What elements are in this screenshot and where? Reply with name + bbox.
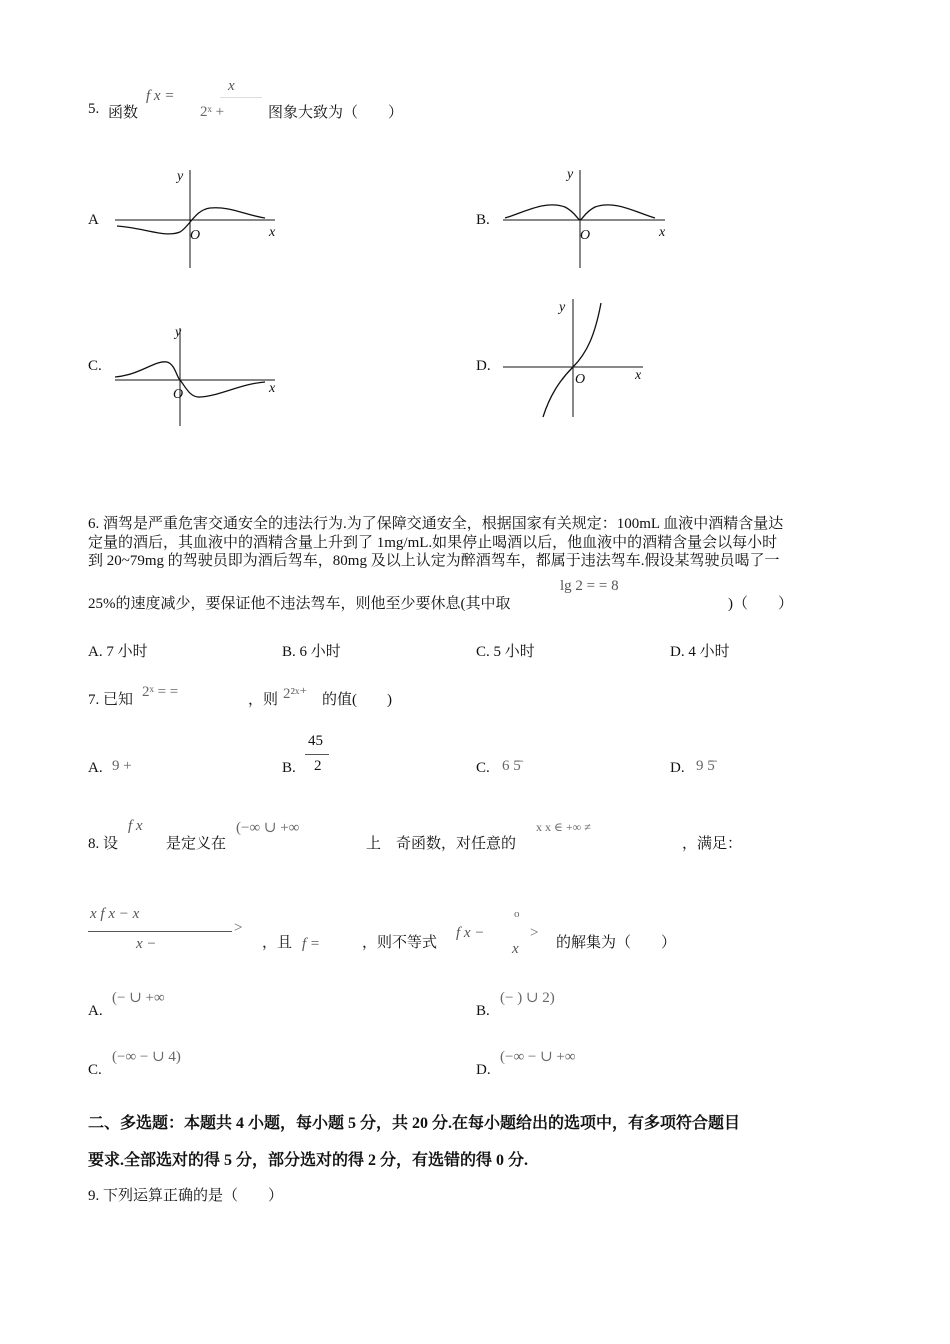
q8-domain: (−∞ ∪ +∞ bbox=[236, 820, 300, 836]
q5-option-c-label: C. bbox=[88, 358, 102, 374]
q6-option-b: B. 6 小时 bbox=[282, 644, 341, 660]
q7-option-a-value: 9 + bbox=[112, 758, 132, 774]
origin-label: O bbox=[575, 372, 586, 387]
q5-option-d-label: D. bbox=[476, 358, 491, 374]
q5-option-b-label: B. bbox=[476, 212, 490, 228]
q8-inequality-numerator: o bbox=[514, 908, 520, 920]
q8-inequality: f x − bbox=[456, 925, 485, 941]
origin-label: O bbox=[173, 387, 184, 402]
q7-formula-2: 2²ˣ⁺ bbox=[283, 686, 308, 702]
q7-text-3: 的值( ) bbox=[322, 692, 392, 708]
x-axis-label: x bbox=[269, 381, 276, 396]
q8-option-a-value: (− ∪ +∞ bbox=[112, 990, 165, 1006]
q8-option-b-label: B. bbox=[476, 1003, 490, 1019]
q8-text-5: ，且 bbox=[262, 935, 293, 951]
y-axis-label: y bbox=[177, 169, 184, 184]
q7-option-a-label: A. bbox=[88, 760, 103, 776]
q8-option-b-value: (− ) ∪ 2) bbox=[500, 990, 555, 1006]
q5-option-a-label: A bbox=[88, 212, 99, 228]
x-axis-label: x bbox=[635, 368, 642, 383]
q9-text: 9. 下列运算正确的是（ ） bbox=[88, 1188, 284, 1204]
q7-option-c-label: C. bbox=[476, 760, 490, 776]
q7-formula-1: 2ˣ = = bbox=[142, 684, 179, 700]
q6-line-4: 25%的速度减少，要保证他不违法驾车，则他至少要休息(其中取 bbox=[88, 596, 511, 612]
q7-option-b-denominator: 2 bbox=[314, 758, 322, 774]
q8-inequality-denominator: x bbox=[512, 941, 519, 957]
q7-text-2: ，则 bbox=[248, 692, 279, 708]
origin-label: O bbox=[190, 228, 201, 243]
q7-option-d-value: 9 5̄ bbox=[696, 758, 715, 774]
q8-text-2: 是定义在 bbox=[166, 836, 227, 852]
q5-number: 5. bbox=[88, 101, 100, 117]
q5-formula-lhs: f x = bbox=[146, 88, 175, 104]
q8-f1: f x bbox=[128, 818, 143, 834]
q8-inequality-gt: > bbox=[530, 925, 539, 941]
q8-frac-numerator: x f x − x bbox=[90, 906, 140, 922]
x-axis-label: x bbox=[269, 225, 276, 240]
q7-option-c-value: 6 5̄ bbox=[502, 758, 521, 774]
q8-text-6: ，则不等式 bbox=[362, 935, 438, 951]
q8-text-7: 的解集为（ ） bbox=[556, 935, 677, 951]
q5-numerator: x bbox=[228, 78, 235, 94]
q6-tail: )（ ） bbox=[728, 596, 793, 612]
q8-condition: x x ∈ +∞ ≠ bbox=[536, 820, 591, 834]
q8-fraction-bar bbox=[88, 931, 232, 932]
section-2-heading-line-2: 要求.全部选对的得 5 分，部分选对的得 2 分，有选错的得 0 分. bbox=[88, 1152, 529, 1169]
q5-fraction-bar bbox=[220, 97, 262, 98]
q6-option-c: C. 5 小时 bbox=[476, 644, 535, 660]
q7-option-b-fraction-bar bbox=[305, 754, 329, 755]
q8-text-1: 8. 设 bbox=[88, 836, 119, 852]
q6-line-1: 6. 酒驾是严重危害交通安全的违法行为.为了保障交通安全，根据国家有关规定：100mL 血液中酒精含量达 bbox=[88, 516, 784, 532]
q8-f2: f = bbox=[302, 936, 321, 952]
q6-line-2: 到 20~79mg 的驾驶员即为酒后驾车，80mg 及以上认定为醉酒驾车，都属于违法驾车.假设某驾驶员喝了一 bbox=[88, 553, 780, 569]
q6-option-a: A. 7 小时 bbox=[88, 644, 148, 660]
y-axis-label: y bbox=[567, 167, 574, 182]
q7-option-b-numerator: 45 bbox=[308, 733, 323, 749]
q6-option-d: D. 4 小时 bbox=[670, 644, 730, 660]
q6-line-3: 定量的酒后，其血液中的酒精含量上升到了 1mg/mL.如果停止喝酒以后，他血液中的酒精含量会以每小时 bbox=[88, 535, 778, 551]
q7-option-d-label: D. bbox=[670, 760, 685, 776]
q5-denominator: 2ˣ + bbox=[200, 104, 225, 120]
q7-option-b-label: B. bbox=[282, 760, 296, 776]
q7-text: 7. 已知 bbox=[88, 692, 134, 708]
q5-graph-c bbox=[105, 320, 295, 430]
section-2-heading-line-1: 二、多选题：本题共 4 小题，每小题 5 分，共 20 分.在每小题给出的选项中，有多项符合题目 bbox=[88, 1115, 741, 1132]
q5-text: 函数 bbox=[108, 105, 139, 121]
q8-gt: > bbox=[234, 920, 243, 936]
q8-option-c-value: (−∞ − ∪ 4) bbox=[112, 1049, 181, 1065]
q8-option-a-label: A. bbox=[88, 1003, 103, 1019]
y-axis-label: y bbox=[175, 325, 182, 340]
q5-text-after: 图象大致为（ ） bbox=[268, 105, 404, 121]
q5-graph-b bbox=[495, 160, 685, 275]
q5-graph-d bbox=[495, 295, 665, 420]
q8-option-d-label: D. bbox=[476, 1062, 491, 1078]
q6-formula: lg 2 = = 8 bbox=[560, 578, 619, 594]
q8-option-c-label: C. bbox=[88, 1062, 102, 1078]
q8-text-4: ，满足： bbox=[682, 836, 743, 852]
q8-option-d-value: (−∞ − ∪ +∞ bbox=[500, 1049, 576, 1065]
x-axis-label: x bbox=[659, 225, 666, 240]
q5-graph-a bbox=[105, 160, 295, 275]
y-axis-label: y bbox=[559, 300, 566, 315]
q8-frac-denominator: x − bbox=[136, 936, 157, 952]
origin-label: O bbox=[580, 228, 591, 243]
q8-text-3: 上 奇函数，对任意的 bbox=[366, 836, 517, 852]
